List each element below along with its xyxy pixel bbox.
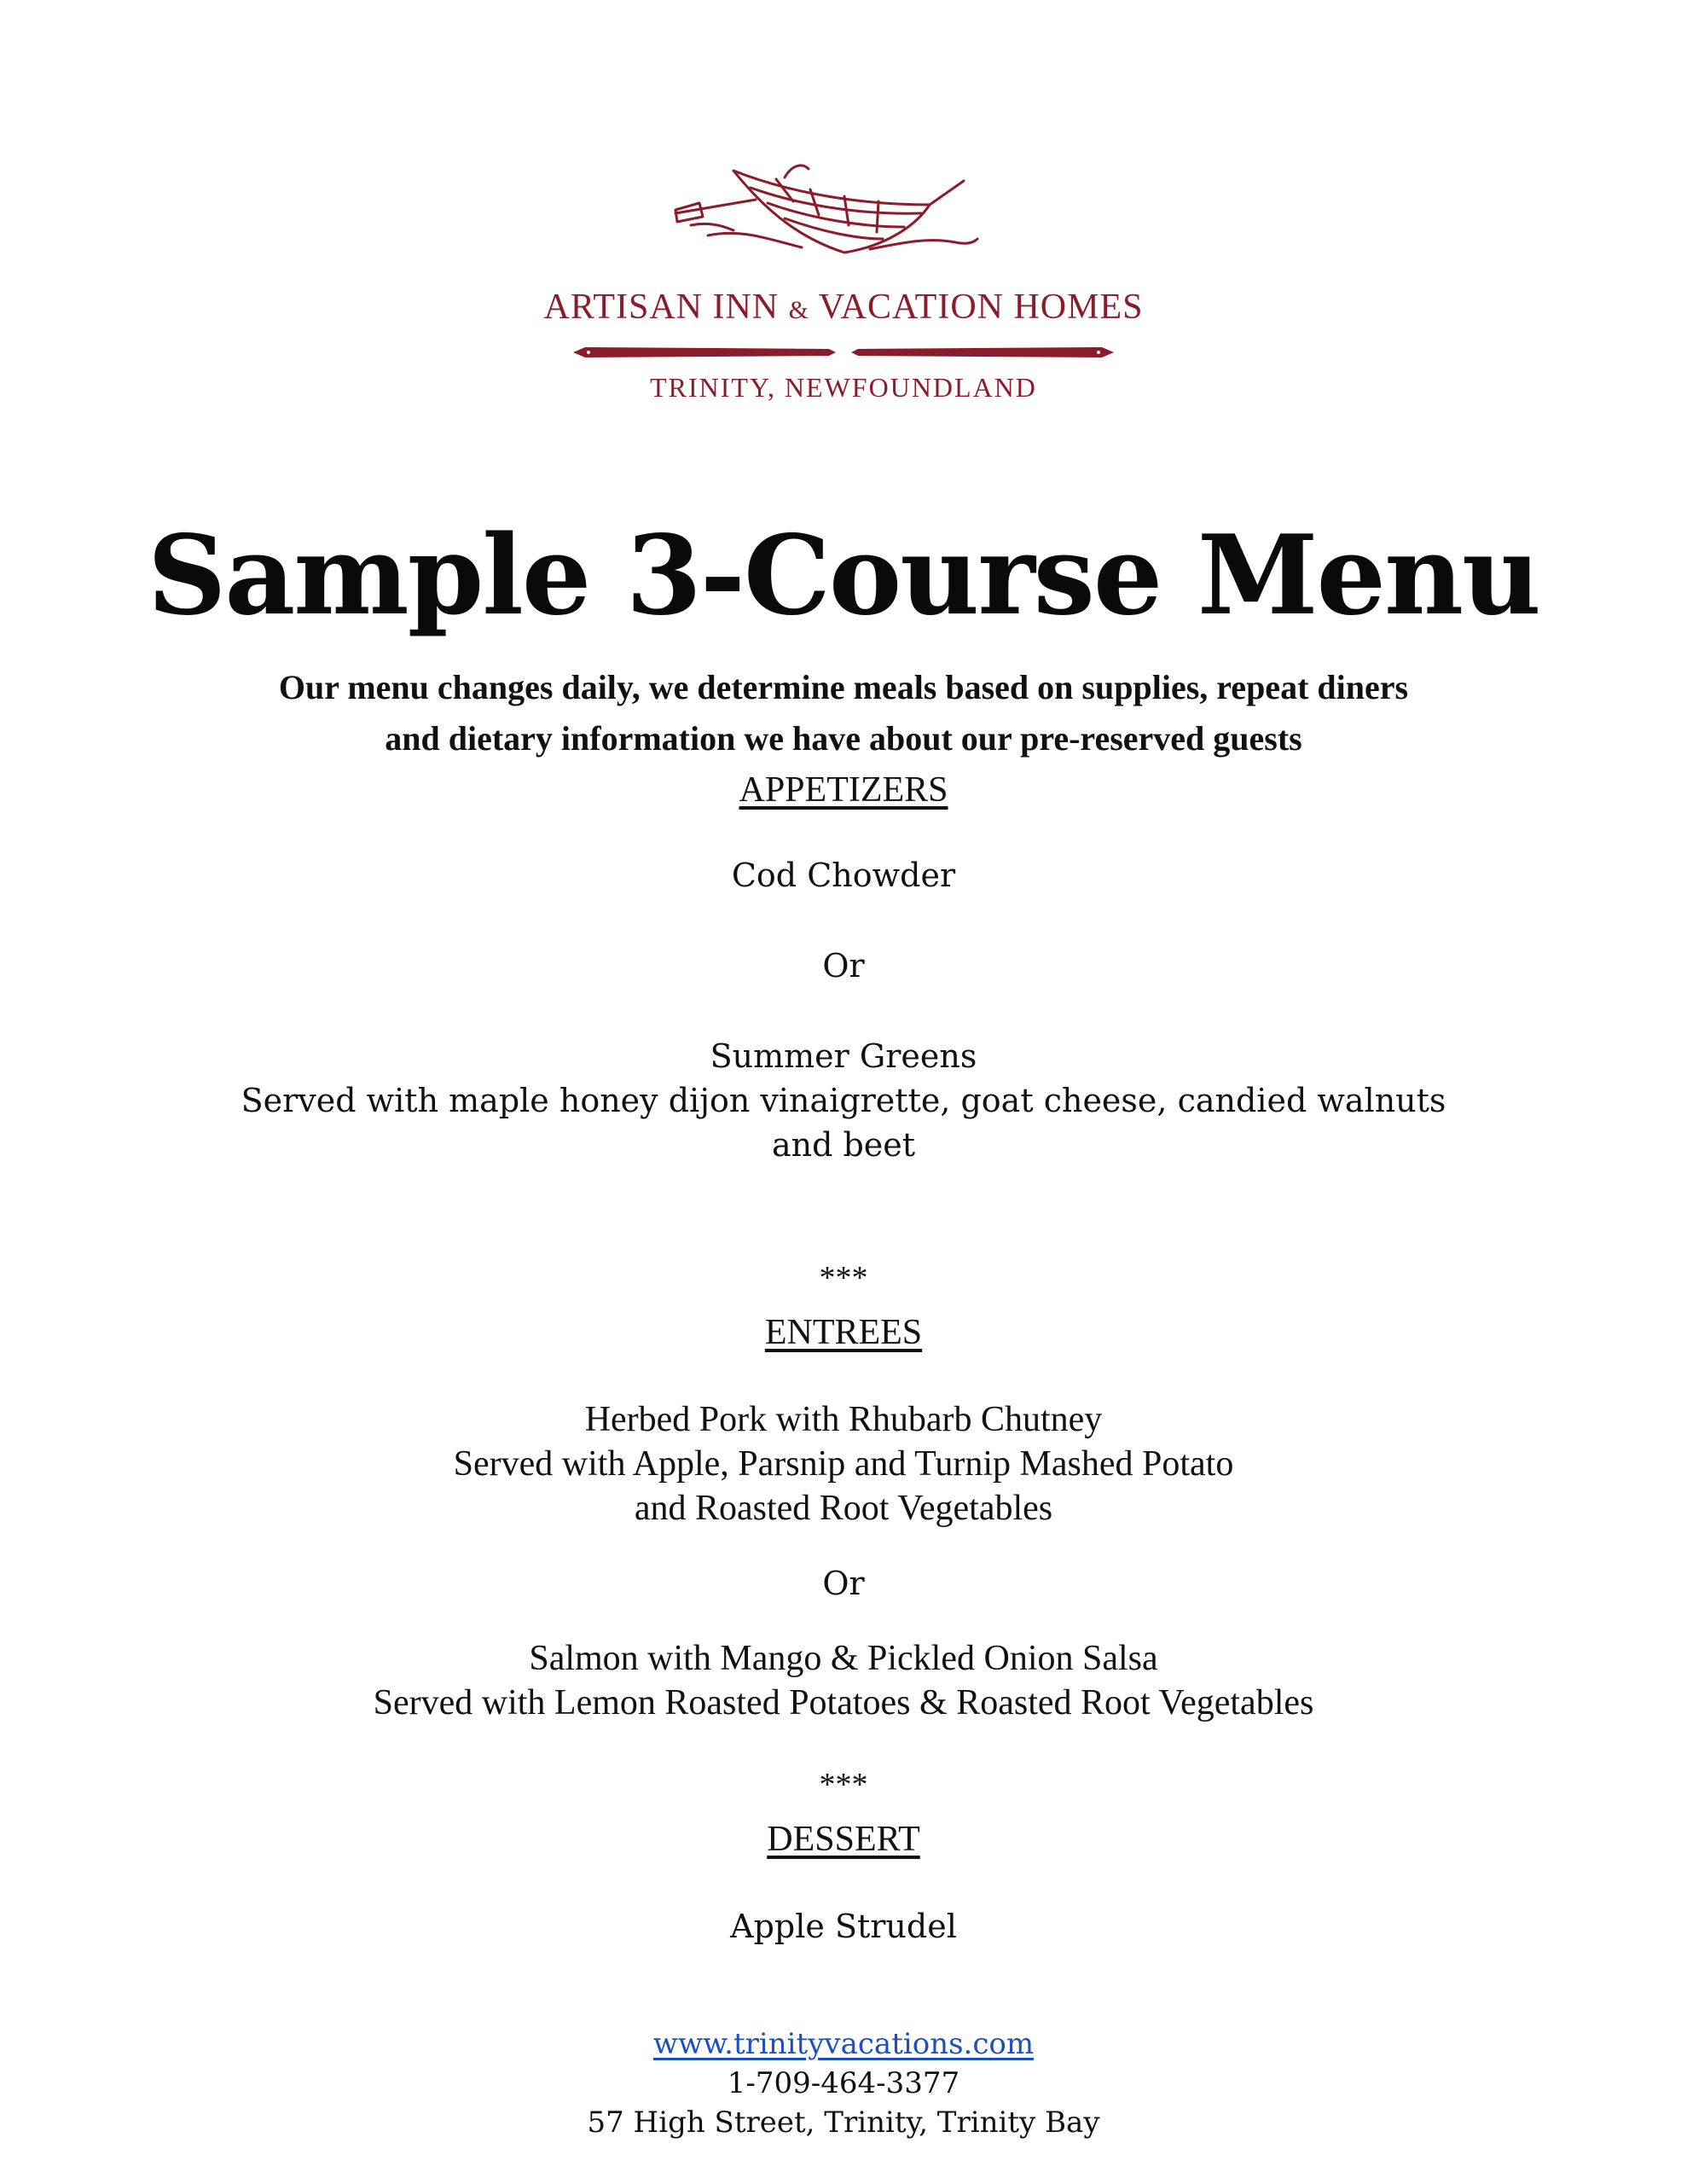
appetizer-or: Or — [822, 947, 865, 985]
brand-main: ARTISAN INN — [543, 288, 780, 327]
entree-herbed-pork: Herbed Pork with Rhubarb Chutney — [584, 1400, 1103, 1439]
entree-herbed-pork-desc-2: and Roasted Root Vegetables — [634, 1489, 1053, 1528]
entree-herbed-pork-desc-1: Served with Apple, Parsnip and Turnip Mashed Potato — [453, 1444, 1234, 1484]
dessert-heading: DESSERT — [767, 1820, 920, 1859]
separator-2: *** — [819, 1767, 868, 1803]
appetizer-summer-greens-desc-1: Served with maple honey dijon vinaigrette, goat cheese, candied walnuts — [241, 1082, 1446, 1119]
entree-salmon-desc: Served with Lemon Roasted Potatoes & Roasted Root Vegetables — [373, 1683, 1314, 1722]
appetizer-summer-greens: Summer Greens — [710, 1037, 977, 1075]
entree-salmon: Salmon with Mango & Pickled Onion Salsa — [529, 1639, 1158, 1678]
dessert-apple-strudel: Apple Strudel — [730, 1908, 957, 1945]
rowboat-icon — [674, 154, 981, 273]
entree-or: Or — [822, 1565, 865, 1602]
separator-1: *** — [819, 1260, 868, 1296]
location-text: TRINITY, NEWFOUNDLAND — [650, 372, 1037, 403]
phone-number: 1-709-464-3377 — [727, 2066, 960, 2100]
decorative-rule — [573, 344, 1114, 361]
website-link[interactable]: www.trinityvacations.com — [652, 2027, 1035, 2061]
brand-name — [0, 287, 1687, 328]
brand-ampersand: & — [788, 296, 809, 324]
appetizer-summer-greens-desc-2: and beet — [771, 1126, 916, 1164]
appetizer-cod-chowder: Cod Chowder — [731, 857, 956, 894]
entrees-heading: ENTREES — [764, 1313, 923, 1352]
menu-note-line-2: and dietary information we have about our pre-reserved guests — [385, 719, 1302, 758]
appetizers-heading: APPETIZERS — [739, 770, 948, 810]
footer — [0, 2027, 1687, 2061]
page-title: Sample 3-Course Menu — [147, 512, 1540, 640]
brand-rest: VACATION HOMES — [818, 288, 1144, 327]
menu-note — [0, 662, 1687, 764]
menu-note-line-1: Our menu changes daily, we determine meals based on supplies, repeat diners — [278, 668, 1409, 706]
address: 57 High Street, Trinity, Trinity Bay — [587, 2106, 1100, 2140]
